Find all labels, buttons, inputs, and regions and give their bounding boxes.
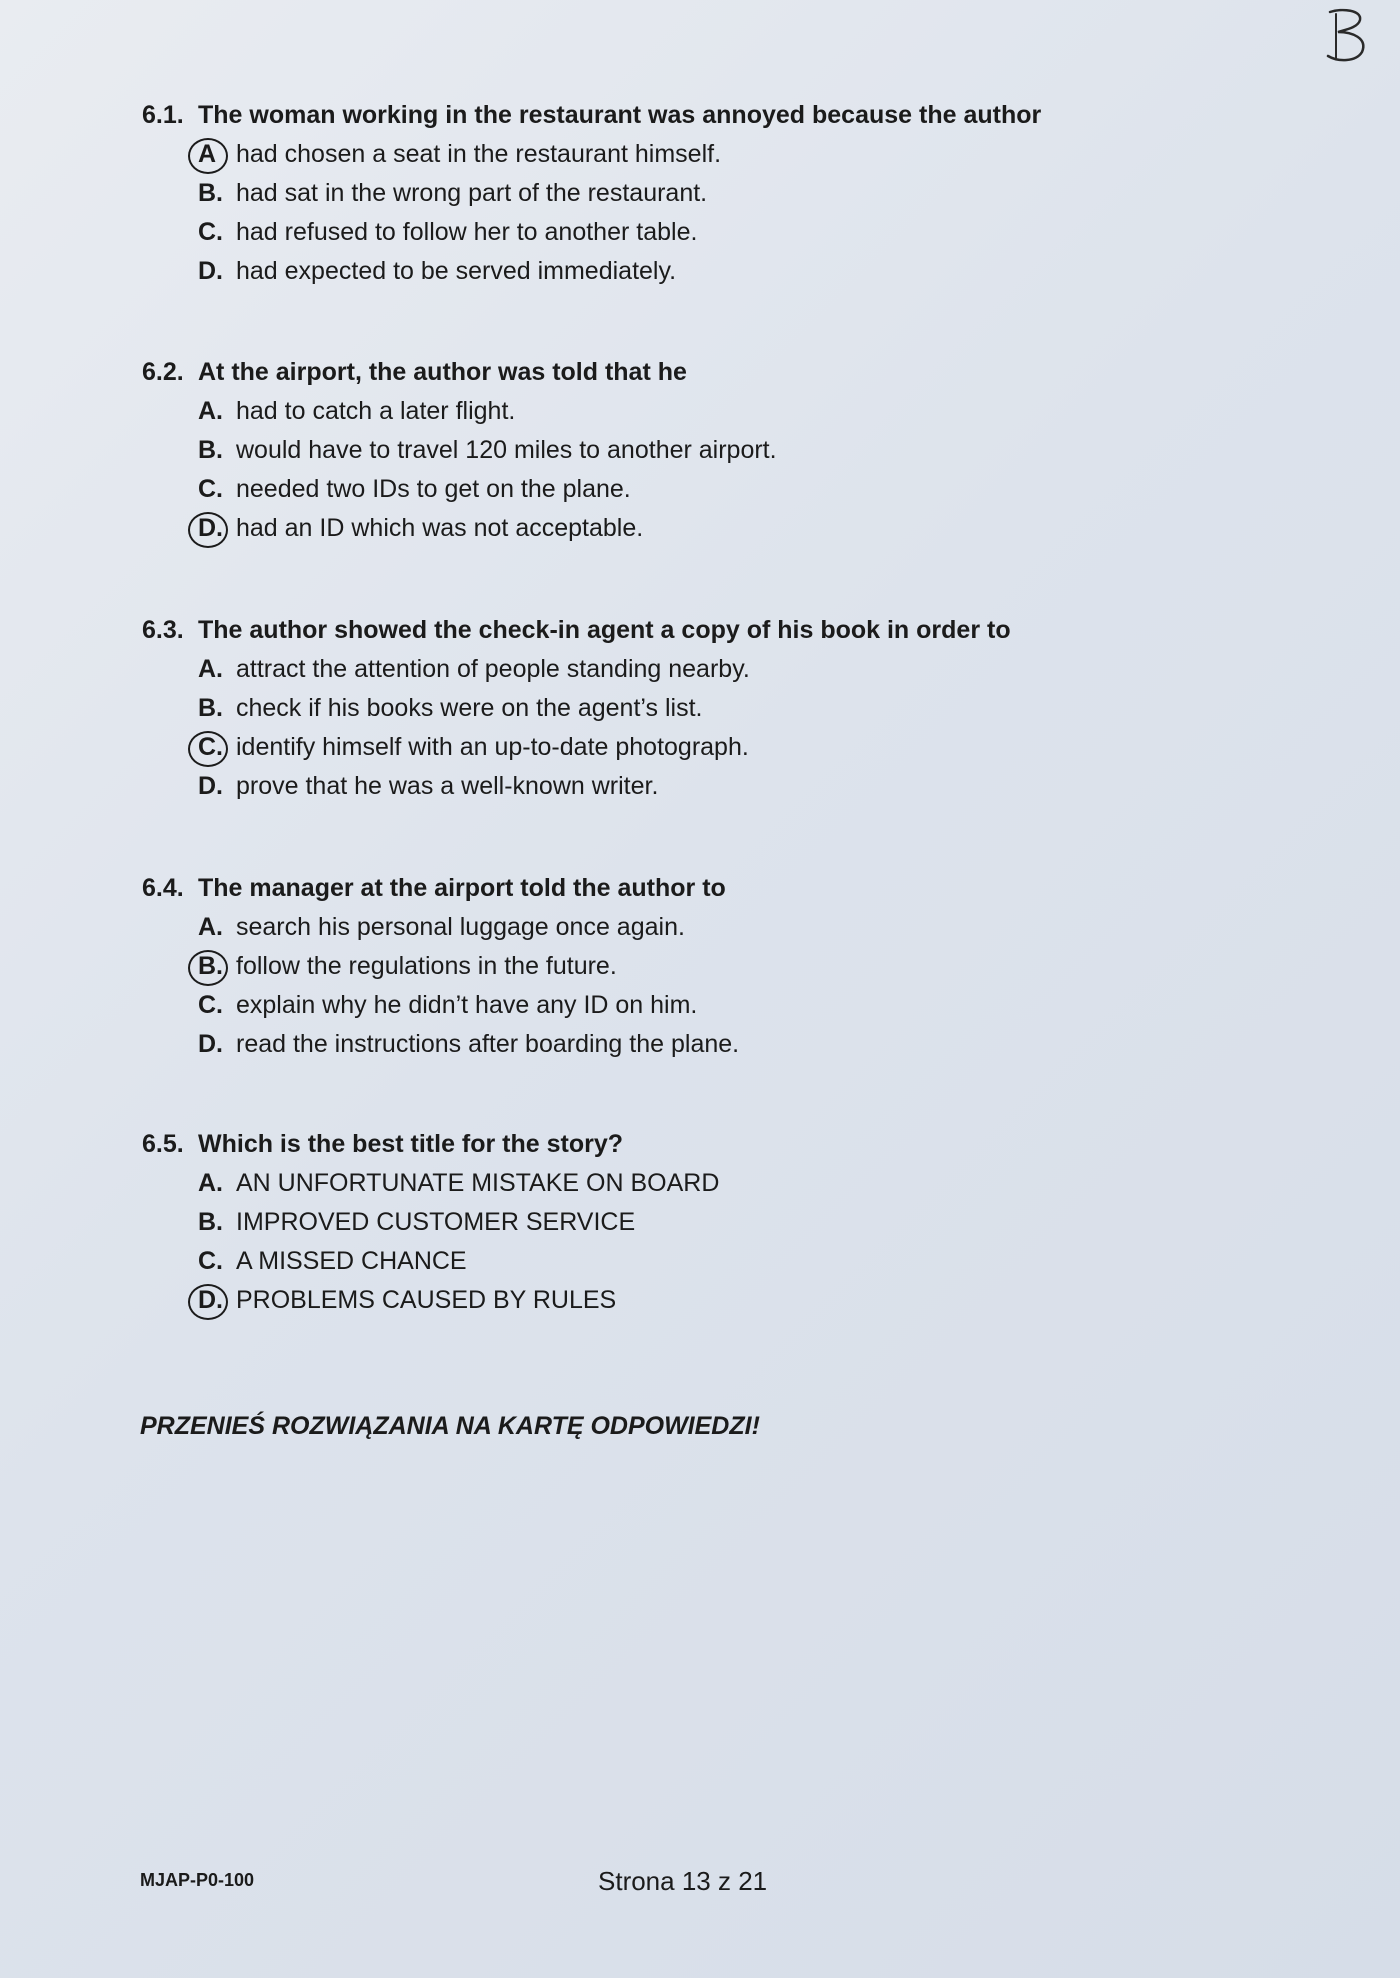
question-number: 6.5. — [142, 1130, 184, 1158]
option-letter-circled: D. — [198, 509, 236, 548]
option-b — [142, 689, 1322, 728]
question-text: Which is the best title for the story? — [198, 1130, 624, 1158]
option-a — [142, 650, 1322, 689]
option-b — [142, 1203, 1322, 1242]
question-stem — [142, 96, 1322, 135]
option-letter-circled: D. — [198, 1281, 236, 1320]
option-text: AN UNFORTUNATE MISTAKE ON BOARD — [236, 1169, 720, 1197]
option-letter: B. — [198, 1208, 223, 1236]
option-text: search his personal luggage once again. — [236, 913, 685, 941]
option-a — [142, 135, 1322, 174]
option-a — [142, 392, 1322, 431]
option-text: attract the attention of people standing nearby. — [236, 655, 750, 683]
option-letter-circled: C. — [198, 728, 236, 767]
question-number: 6.2. — [142, 358, 184, 386]
option-text: PROBLEMS CAUSED BY RULES — [236, 1286, 617, 1314]
option-letter-circled: B. — [198, 947, 236, 986]
question-number: 6.3. — [142, 616, 184, 644]
option-text: had an ID which was not acceptable. — [236, 514, 644, 542]
option-text: IMPROVED CUSTOMER SERVICE — [236, 1208, 636, 1236]
option-letter: D. — [198, 772, 223, 800]
question-text: The woman working in the restaurant was annoyed because the author — [198, 101, 1042, 129]
question-stem — [142, 611, 1322, 650]
option-text: had to catch a later flight. — [236, 397, 516, 425]
question-stem — [142, 353, 1322, 392]
option-text: A MISSED CHANCE — [236, 1247, 467, 1275]
option-text: read the instructions after boarding the plane. — [236, 1030, 740, 1058]
option-c — [142, 1242, 1322, 1281]
option-letter: C. — [198, 475, 223, 503]
option-d — [142, 767, 1322, 806]
option-letter: B. — [198, 179, 223, 207]
transfer-answers-instruction: PRZENIEŚ ROZWIĄZANIA NA KARTĘ ODPOWIEDZI! — [140, 1412, 760, 1440]
option-c — [142, 470, 1322, 509]
option-d — [142, 252, 1322, 291]
option-letter-circled: A — [198, 135, 236, 174]
option-text: check if his books were on the agent’s list. — [236, 694, 703, 722]
question-stem — [142, 1125, 1322, 1164]
question-6-3 — [142, 611, 1322, 806]
option-letter: A. — [198, 655, 223, 683]
question-6-5 — [142, 1125, 1322, 1320]
option-text: needed two IDs to get on the plane. — [236, 475, 631, 503]
question-text: At the airport, the author was told that he — [198, 358, 687, 386]
option-text: had chosen a seat in the restaurant himself. — [236, 140, 722, 168]
option-text: had sat in the wrong part of the restaurant. — [236, 179, 708, 207]
option-text: prove that he was a well-known writer. — [236, 772, 659, 800]
question-6-2 — [142, 353, 1322, 548]
option-letter: C. — [198, 1247, 223, 1275]
option-letter: B. — [198, 436, 223, 464]
option-letter: D. — [198, 257, 223, 285]
option-d — [142, 1281, 1322, 1320]
question-number: 6.4. — [142, 874, 184, 902]
option-b — [142, 431, 1322, 470]
option-a — [142, 908, 1322, 947]
option-letter: D. — [198, 1030, 223, 1058]
option-text: would have to travel 120 miles to another airport. — [236, 436, 777, 464]
option-letter: C. — [198, 218, 223, 246]
question-text: The author showed the check-in agent a copy of his book in order to — [198, 616, 1011, 644]
option-text: follow the regulations in the future. — [236, 952, 617, 980]
exam-code: MJAP-P0-100 — [140, 1870, 255, 1890]
option-letter: B. — [198, 694, 223, 722]
option-letter: C. — [198, 991, 223, 1019]
option-c — [142, 213, 1322, 252]
option-letter: A. — [198, 397, 223, 425]
option-text: identify himself with an up-to-date photograph. — [236, 733, 749, 761]
option-text: had refused to follow her to another table. — [236, 218, 698, 246]
page-number: Strona 13 z 21 — [598, 1866, 768, 1896]
option-a — [142, 1164, 1322, 1203]
option-b — [142, 947, 1322, 986]
question-6-1 — [142, 96, 1322, 291]
option-text: explain why he didn’t have any ID on him. — [236, 991, 698, 1019]
question-stem — [142, 869, 1322, 908]
option-d — [142, 1025, 1322, 1064]
option-letter: A. — [198, 1169, 223, 1197]
option-b — [142, 174, 1322, 213]
option-c — [142, 986, 1322, 1025]
question-number: 6.1. — [142, 101, 184, 129]
option-text: had expected to be served immediately. — [236, 257, 677, 285]
option-c — [142, 728, 1322, 767]
option-d — [142, 509, 1322, 548]
question-text: The manager at the airport told the author to — [198, 874, 726, 902]
question-6-4 — [142, 869, 1322, 1064]
handwritten-b-mark — [1322, 6, 1374, 66]
option-letter: A. — [198, 913, 223, 941]
